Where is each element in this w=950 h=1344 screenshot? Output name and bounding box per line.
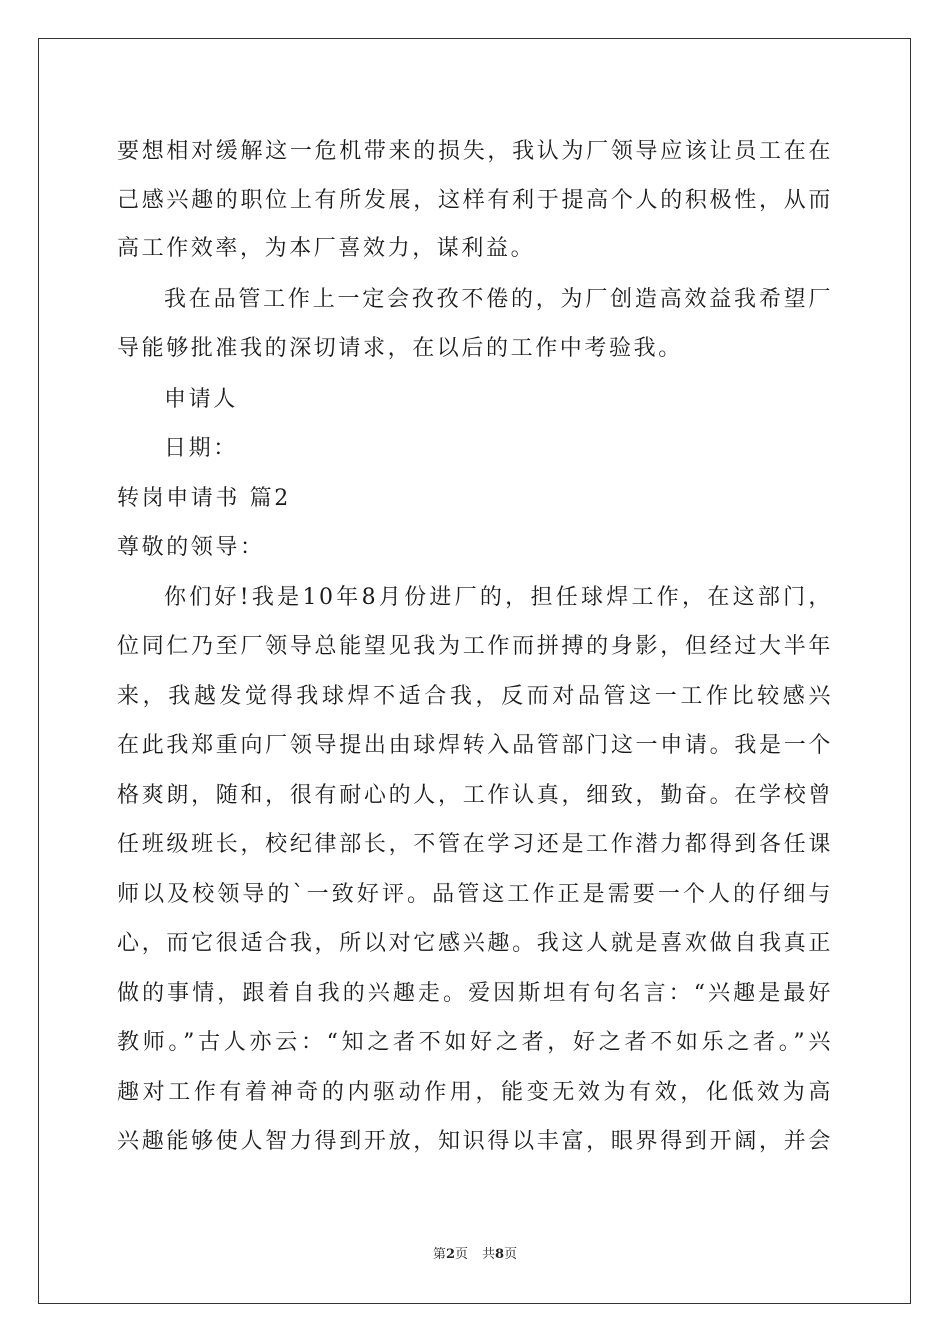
total-suffix: 页 <box>504 1247 518 1262</box>
current-page-number: 2 <box>445 1247 455 1262</box>
text-line: 导能够批准我的深切请求，在以后的工作中考验我。 <box>117 336 683 361</box>
text-line: 师以及校领导的`一致好评。品管这工作正是需要一个人的仔细与 <box>117 882 833 907</box>
text-line: 兴趣能够使人智力得到开放，知识得以丰富，眼界得到开阔，并会 <box>117 1129 833 1154</box>
text-line: 在此我郑重向厂领导提出由球焊转入品管部门这一申请。我是一个 <box>117 733 833 758</box>
text-line: 我在品管工作上一定会孜孜不倦的，为厂创造高效益我希望厂 <box>164 287 833 312</box>
text-line: 任班级班长，校纪律部长，不管在学习还是工作潜力都得到各任课 <box>117 832 833 857</box>
total-page-count: 8 <box>495 1247 505 1262</box>
text-line: 做的事情，跟着自我的兴趣走。爱因斯坦有句名言：“兴趣是最好 <box>117 981 833 1006</box>
text-line: 趣对工作有着神奇的内驱动作用，能变无效为有效，化低效为高 <box>117 1080 833 1105</box>
salutation: 尊敬的领导： <box>117 535 265 560</box>
page-footer <box>0 1245 950 1265</box>
text-line: 己感兴趣的职位上有所发展，这样有利于提高个人的积极性，从而 <box>117 188 833 213</box>
page-prefix: 第 <box>432 1247 446 1262</box>
page-border <box>38 38 911 1304</box>
signature-label: 申请人 <box>164 387 238 412</box>
page-suffix: 页 <box>454 1247 468 1262</box>
text-line: 要想相对缓解这一危机带来的损失，我认为厂领导应该让员工在在 <box>117 139 833 164</box>
text-line: 心，而它很适合我，所以对它感兴趣。我这人就是喜欢做自我真正 <box>117 931 833 956</box>
text-line: 高工作效率，为本厂喜效力，谋利益。 <box>117 236 536 261</box>
text-line: 格爽朗，随和，很有耐心的人，工作认真，细致，勤奋。在学校曾 <box>117 783 833 808</box>
date-label: 日期： <box>164 436 238 461</box>
text-line: 教师。”古人亦云：“知之者不如好之者，好之者不如乐之者。”兴 <box>117 1030 833 1055</box>
text-line: 你们好!我是10年8月份进厂的，担任球焊工作，在这部门， <box>164 585 833 610</box>
text-line: 位同仁乃至厂领导总能望见我为工作而拼搏的身影，但经过大半年 <box>117 634 833 659</box>
text-line: 来，我越发觉得我球焊不适合我，反而对品管这一工作比较感兴 <box>117 684 833 709</box>
section-heading: 转岗申请书 篇2 <box>117 486 291 511</box>
total-prefix: 共 <box>482 1247 496 1262</box>
